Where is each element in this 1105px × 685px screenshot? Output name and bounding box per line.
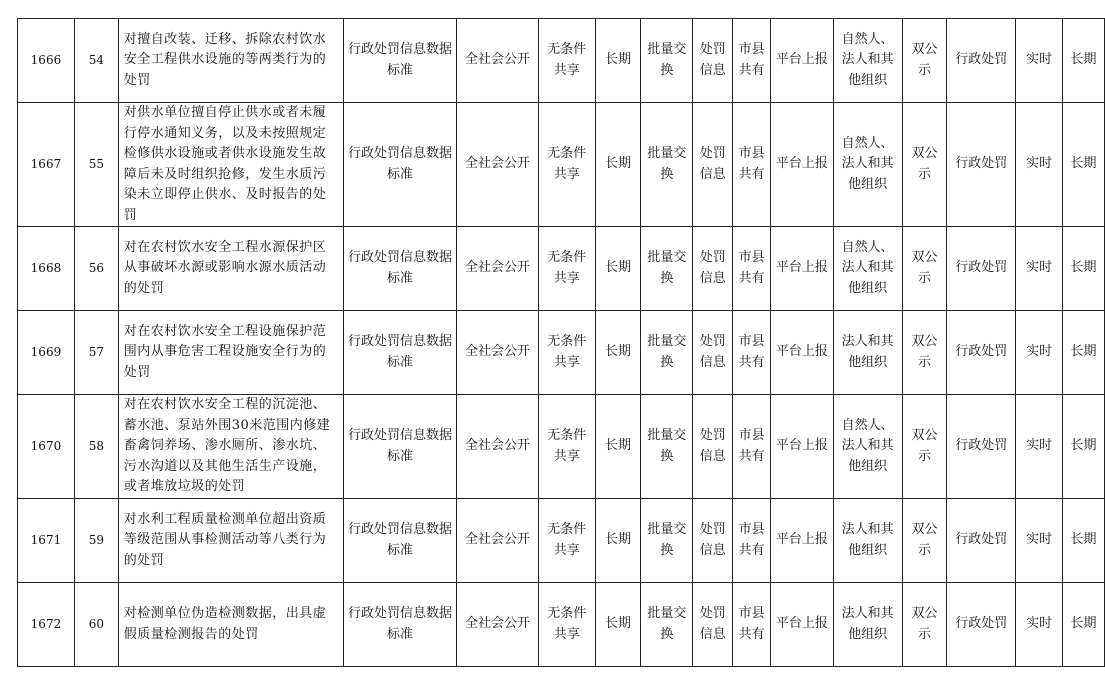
sub-number-cell: 60 [74,583,118,667]
exchange-method-cell: 批量交换 [641,583,693,667]
table-body [18,19,1105,667]
data-standard-cell: 行政处罚信息数据标准 [343,311,456,395]
term-cell: 长期 [1063,227,1105,311]
exchange-method-cell: 批量交换 [641,103,693,227]
publicity-cell: 双公示 [902,395,947,499]
category-cell: 行政处罚 [947,583,1016,667]
sub-number-cell: 54 [74,19,118,103]
sharing-type-cell: 无条件共享 [538,103,595,227]
level-cell: 市县共有 [733,19,771,103]
sub-number-cell: 58 [74,395,118,499]
exchange-method-cell: 批量交换 [641,499,693,583]
data-standard-cell: 行政处罚信息数据标准 [343,19,456,103]
sub-number-cell: 56 [74,227,118,311]
row-number-cell: 1668 [18,227,75,311]
sharing-type-cell: 无条件共享 [538,583,595,667]
data-standard-cell: 行政处罚信息数据标准 [343,583,456,667]
open-scope-cell: 全社会公开 [457,499,539,583]
exchange-method-cell: 批量交换 [641,395,693,499]
table-row [18,19,1105,103]
publicity-cell: 双公示 [902,19,947,103]
data-standard-cell: 行政处罚信息数据标准 [343,395,456,499]
item-description-cell: 对供水单位擅自停止供水或者未履行停水通知义务，以及未按照规定检修供水设施或者供水设施发生故障后未及时组织抢修，发生水质污染未立即停止供水、及时报告的处罚 [118,103,343,227]
row-number-cell: 1669 [18,311,75,395]
timeliness-cell: 实时 [1016,499,1063,583]
data-standard-cell: 行政处罚信息数据标准 [343,499,456,583]
sharing-type-cell: 无条件共享 [538,395,595,499]
report-method-cell: 平台上报 [771,583,834,667]
category-cell: 行政处罚 [947,227,1016,311]
sharing-type-cell: 无条件共享 [538,499,595,583]
exchange-method-cell: 批量交换 [641,311,693,395]
info-type-cell: 处罚信息 [693,103,733,227]
level-cell: 市县共有 [733,583,771,667]
category-cell: 行政处罚 [947,19,1016,103]
open-scope-cell: 全社会公开 [457,395,539,499]
exchange-method-cell: 批量交换 [641,19,693,103]
sharing-type-cell: 无条件共享 [538,227,595,311]
table-row [18,583,1105,667]
sharing-period-cell: 长期 [595,19,641,103]
sharing-period-cell: 长期 [595,499,641,583]
report-method-cell: 平台上报 [771,227,834,311]
category-cell: 行政处罚 [947,103,1016,227]
subject-cell: 自然人、法人和其他组织 [833,103,902,227]
row-number-cell: 1667 [18,103,75,227]
level-cell: 市县共有 [733,395,771,499]
item-description-cell: 对检测单位伪造检测数据，出具虚假质量检测报告的处罚 [118,583,343,667]
open-scope-cell: 全社会公开 [457,311,539,395]
term-cell: 长期 [1063,395,1105,499]
row-number-cell: 1666 [18,19,75,103]
sub-number-cell: 55 [74,103,118,227]
term-cell: 长期 [1063,103,1105,227]
table-row [18,227,1105,311]
info-type-cell: 处罚信息 [693,583,733,667]
level-cell: 市县共有 [733,103,771,227]
term-cell: 长期 [1063,311,1105,395]
item-description-cell: 对水利工程质量检测单位超出资质等级范围从事检测活动等八类行为的处罚 [118,499,343,583]
term-cell: 长期 [1063,19,1105,103]
category-cell: 行政处罚 [947,499,1016,583]
subject-cell: 自然人、法人和其他组织 [833,227,902,311]
sub-number-cell: 57 [74,311,118,395]
table-row [18,395,1105,499]
table-row [18,311,1105,395]
sub-number-cell: 59 [74,499,118,583]
timeliness-cell: 实时 [1016,583,1063,667]
sharing-type-cell: 无条件共享 [538,19,595,103]
table-row [18,499,1105,583]
subject-cell: 自然人、法人和其他组织 [833,19,902,103]
sharing-period-cell: 长期 [595,395,641,499]
report-method-cell: 平台上报 [771,499,834,583]
publicity-cell: 双公示 [902,499,947,583]
publicity-cell: 双公示 [902,103,947,227]
publicity-cell: 双公示 [902,583,947,667]
open-scope-cell: 全社会公开 [457,583,539,667]
sharing-period-cell: 长期 [595,227,641,311]
timeliness-cell: 实时 [1016,395,1063,499]
category-cell: 行政处罚 [947,311,1016,395]
level-cell: 市县共有 [733,499,771,583]
sharing-period-cell: 长期 [595,583,641,667]
timeliness-cell: 实时 [1016,227,1063,311]
publicity-cell: 双公示 [902,311,947,395]
info-type-cell: 处罚信息 [693,311,733,395]
item-description-cell: 对擅自改装、迁移、拆除农村饮水安全工程供水设施的等两类行为的处罚 [118,19,343,103]
subject-cell: 法人和其他组织 [833,311,902,395]
item-description-cell: 对在农村饮水安全工程设施保护范围内从事危害工程设施安全行为的处罚 [118,311,343,395]
data-standard-cell: 行政处罚信息数据标准 [343,103,456,227]
term-cell: 长期 [1063,583,1105,667]
report-method-cell: 平台上报 [771,103,834,227]
publicity-cell: 双公示 [902,227,947,311]
exchange-method-cell: 批量交换 [641,227,693,311]
subject-cell: 自然人、法人和其他组织 [833,395,902,499]
table-row [18,103,1105,227]
timeliness-cell: 实时 [1016,103,1063,227]
info-type-cell: 处罚信息 [693,499,733,583]
term-cell: 长期 [1063,499,1105,583]
open-scope-cell: 全社会公开 [457,227,539,311]
sharing-period-cell: 长期 [595,103,641,227]
report-method-cell: 平台上报 [771,19,834,103]
sharing-period-cell: 长期 [595,311,641,395]
timeliness-cell: 实时 [1016,19,1063,103]
report-method-cell: 平台上报 [771,395,834,499]
data-standard-cell: 行政处罚信息数据标准 [343,227,456,311]
subject-cell: 法人和其他组织 [833,583,902,667]
info-type-cell: 处罚信息 [693,395,733,499]
row-number-cell: 1671 [18,499,75,583]
open-scope-cell: 全社会公开 [457,103,539,227]
info-type-cell: 处罚信息 [693,19,733,103]
item-description-cell: 对在农村饮水安全工程水源保护区从事破坏水源或影响水源水质活动的处罚 [118,227,343,311]
category-cell: 行政处罚 [947,395,1016,499]
info-type-cell: 处罚信息 [693,227,733,311]
row-number-cell: 1672 [18,583,75,667]
row-number-cell: 1670 [18,395,75,499]
sharing-type-cell: 无条件共享 [538,311,595,395]
open-scope-cell: 全社会公开 [457,19,539,103]
subject-cell: 法人和其他组织 [833,499,902,583]
report-method-cell: 平台上报 [771,311,834,395]
level-cell: 市县共有 [733,227,771,311]
data-catalog-table [17,18,1105,667]
item-description-cell: 对在农村饮水安全工程的沉淀池、蓄水池、泵站外围30米范围内修建畜禽饲养场、渗水厕所、渗水坑、污水沟道以及其他生活生产设施，或者堆放垃圾的处罚 [118,395,343,499]
level-cell: 市县共有 [733,311,771,395]
timeliness-cell: 实时 [1016,311,1063,395]
